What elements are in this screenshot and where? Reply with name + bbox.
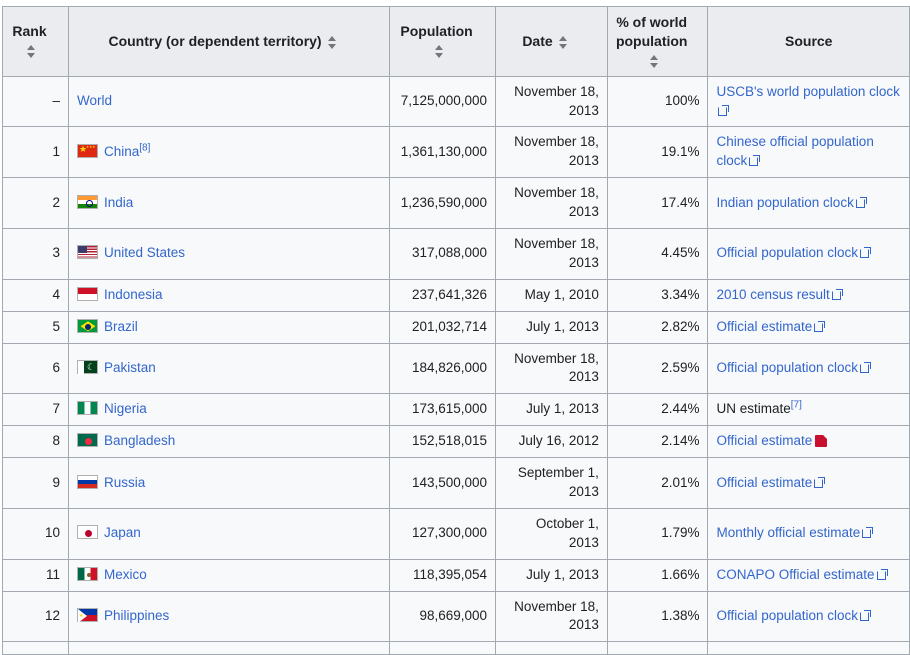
sort-arrows-icon[interactable] — [649, 55, 660, 68]
cell-rank: 1 — [3, 127, 69, 178]
cell-source — [708, 76, 910, 127]
cell-rank: 2 — [3, 178, 69, 229]
cell-rank: 12 — [3, 591, 69, 642]
cell-date: November 18, 2013 — [496, 229, 608, 280]
cell-population: 201,032,714 — [390, 311, 496, 343]
flag-icon — [77, 195, 98, 209]
source-text: UN estimate — [716, 401, 791, 417]
flag-icon — [77, 608, 98, 622]
sort-arrows-icon[interactable] — [327, 36, 338, 49]
cell-country — [68, 426, 389, 458]
source-link[interactable]: Official estimate — [716, 433, 813, 449]
table-header-row — [3, 7, 910, 77]
cell-rank: 5 — [3, 311, 69, 343]
cell-percent: 3.34% — [607, 279, 708, 311]
cell-source — [708, 508, 910, 559]
cell-rank: 11 — [3, 559, 69, 591]
source-link[interactable]: Chinese official population clock — [716, 134, 874, 169]
cell-partial — [708, 642, 910, 655]
cell-source — [708, 229, 910, 280]
cell-country — [68, 311, 389, 343]
flag-icon — [77, 360, 98, 374]
cell-source — [708, 311, 910, 343]
cell-percent: 1.38% — [607, 591, 708, 642]
column-header-country-label: Country (or dependent territory) — [108, 32, 322, 49]
column-header-source — [708, 7, 910, 77]
external-link-icon — [832, 289, 843, 300]
cell-partial — [390, 642, 496, 655]
cell-source — [708, 343, 910, 394]
source-link[interactable]: Official estimate — [716, 318, 813, 334]
cell-rank: – — [3, 76, 69, 127]
cell-country — [68, 229, 389, 280]
cell-source — [708, 279, 910, 311]
cell-rank: 8 — [3, 426, 69, 458]
flag-icon — [77, 319, 98, 333]
cell-partial — [496, 642, 608, 655]
cell-percent: 2.82% — [607, 311, 708, 343]
cell-percent: 2.59% — [607, 343, 708, 394]
cell-date: July 16, 2012 — [496, 426, 608, 458]
cell-date: October 1, 2013 — [496, 508, 608, 559]
cell-percent: 2.14% — [607, 426, 708, 458]
table-row — [3, 508, 910, 559]
column-header-percent[interactable] — [607, 7, 708, 77]
cell-country — [68, 508, 389, 559]
cell-population: 7,125,000,000 — [390, 76, 496, 127]
table-body — [3, 76, 910, 655]
source-link[interactable]: Monthly official estimate — [716, 525, 861, 541]
source-link[interactable]: Official estimate — [716, 474, 813, 490]
cell-population: 152,518,015 — [390, 426, 496, 458]
cell-date: September 1, 2013 — [496, 458, 608, 509]
country-link[interactable]: Brazil — [103, 318, 138, 334]
country-link[interactable]: India — [103, 194, 134, 210]
cell-percent: 2.44% — [607, 394, 708, 426]
column-header-rank[interactable] — [3, 7, 69, 77]
cell-country — [68, 559, 389, 591]
cell-country — [68, 591, 389, 642]
external-link-icon — [814, 321, 825, 332]
column-header-country[interactable] — [68, 7, 389, 77]
cell-date: November 18, 2013 — [496, 76, 608, 127]
page-root — [0, 6, 910, 633]
flag-icon — [77, 245, 98, 259]
external-link-icon — [860, 362, 871, 373]
cell-population: 173,615,000 — [390, 394, 496, 426]
country-link[interactable]: Russia — [103, 474, 146, 490]
cell-population: 237,641,326 — [390, 279, 496, 311]
cell-population: 127,300,000 — [390, 508, 496, 559]
external-link-icon — [718, 105, 729, 116]
cell-country — [68, 343, 389, 394]
external-link-icon — [814, 477, 825, 488]
cell-date: November 18, 2013 — [496, 591, 608, 642]
table-row — [3, 178, 910, 229]
cell-rank: 4 — [3, 279, 69, 311]
table-row — [3, 559, 910, 591]
cell-date: July 1, 2013 — [496, 311, 608, 343]
source-link[interactable]: USCB's world population clock — [716, 83, 900, 99]
sort-arrows-icon[interactable] — [558, 36, 569, 49]
table-row-partial — [3, 642, 910, 655]
cell-population: 317,088,000 — [390, 229, 496, 280]
source-link[interactable]: Official population clock — [716, 608, 859, 624]
cell-source — [708, 458, 910, 509]
cell-population: 98,669,000 — [390, 591, 496, 642]
external-link-icon — [860, 610, 871, 621]
population-table — [2, 6, 910, 655]
cell-percent: 4.45% — [607, 229, 708, 280]
country-link[interactable]: Bangladesh — [103, 433, 176, 449]
flag-icon — [77, 401, 98, 415]
source-link[interactable]: Indian population clock — [716, 194, 854, 210]
cell-source — [708, 178, 910, 229]
column-header-population[interactable] — [390, 7, 496, 77]
cell-percent: 19.1% — [607, 127, 708, 178]
column-header-rank-label: Rank — [12, 23, 47, 40]
flag-icon — [77, 144, 98, 158]
flag-icon — [77, 525, 98, 539]
column-header-date[interactable] — [496, 7, 608, 77]
external-link-icon — [862, 527, 873, 538]
cell-rank: 7 — [3, 394, 69, 426]
table-row — [3, 76, 910, 127]
country-link[interactable]: United States — [103, 245, 186, 261]
cell-country — [68, 76, 389, 127]
cell-country — [68, 394, 389, 426]
cell-rank: 6 — [3, 343, 69, 394]
cell-country — [68, 458, 389, 509]
external-link-icon — [749, 155, 760, 166]
cell-percent: 100% — [607, 76, 708, 127]
cell-date: July 1, 2013 — [496, 394, 608, 426]
external-link-icon — [860, 247, 871, 258]
cell-population: 118,395,054 — [390, 559, 496, 591]
table-row — [3, 311, 910, 343]
cell-date: November 18, 2013 — [496, 127, 608, 178]
pdf-icon — [815, 435, 827, 447]
column-header-population-label: Population — [400, 23, 473, 40]
cell-country — [68, 178, 389, 229]
cell-population: 184,826,000 — [390, 343, 496, 394]
flag-icon — [77, 433, 98, 447]
cell-percent: 1.66% — [607, 559, 708, 591]
external-link-icon — [856, 197, 867, 208]
cell-population: 1,361,130,000 — [390, 127, 496, 178]
country-link[interactable]: Japan — [103, 525, 141, 541]
country-link[interactable]: Philippines — [103, 608, 170, 624]
cell-source — [708, 394, 910, 426]
source-link[interactable]: Official population clock — [716, 245, 859, 261]
table-row — [3, 394, 910, 426]
table-row — [3, 279, 910, 311]
cell-country — [68, 127, 389, 178]
external-link-icon — [877, 569, 888, 580]
cell-source — [708, 426, 910, 458]
table-row — [3, 343, 910, 394]
cell-partial — [607, 642, 708, 655]
flag-icon — [77, 475, 98, 489]
cell-country — [68, 279, 389, 311]
cell-source — [708, 559, 910, 591]
reference-link[interactable]: [7] — [790, 399, 802, 411]
table-row — [3, 229, 910, 280]
cell-population: 143,500,000 — [390, 458, 496, 509]
column-header-date-label: Date — [522, 32, 553, 49]
cell-partial — [68, 642, 389, 655]
country-link[interactable]: China — [103, 143, 140, 159]
cell-population: 1,236,590,000 — [390, 178, 496, 229]
cell-percent: 17.4% — [607, 178, 708, 229]
cell-rank: 10 — [3, 508, 69, 559]
flag-icon — [77, 287, 98, 301]
country-link[interactable]: Mexico — [103, 566, 147, 582]
cell-rank: 3 — [3, 229, 69, 280]
table-row — [3, 591, 910, 642]
table-row — [3, 426, 910, 458]
cell-date: July 1, 2013 — [496, 559, 608, 591]
country-link[interactable]: Nigeria — [103, 401, 147, 417]
cell-source — [708, 591, 910, 642]
column-header-percent-label: % of world population — [615, 14, 688, 49]
source-link[interactable]: Official population clock — [716, 360, 859, 376]
source-link[interactable]: 2010 census result — [716, 286, 830, 302]
country-link[interactable]: Pakistan — [103, 360, 156, 376]
country-link[interactable]: World — [76, 93, 112, 109]
reference-link[interactable]: [8] — [139, 142, 151, 154]
cell-rank: 9 — [3, 458, 69, 509]
cell-date: May 1, 2010 — [496, 279, 608, 311]
column-header-source-label: Source — [785, 32, 833, 49]
cell-date: November 18, 2013 — [496, 343, 608, 394]
source-link[interactable]: CONAPO Official estimate — [716, 566, 875, 582]
cell-partial — [3, 642, 69, 655]
sort-arrows-icon[interactable] — [434, 45, 445, 58]
cell-source — [708, 127, 910, 178]
cell-percent: 2.01% — [607, 458, 708, 509]
table-row — [3, 458, 910, 509]
cell-date: November 18, 2013 — [496, 178, 608, 229]
cell-percent: 1.79% — [607, 508, 708, 559]
sort-arrows-icon[interactable] — [26, 45, 37, 58]
flag-icon — [77, 567, 98, 581]
country-link[interactable]: Indonesia — [103, 286, 163, 302]
table-row — [3, 127, 910, 178]
